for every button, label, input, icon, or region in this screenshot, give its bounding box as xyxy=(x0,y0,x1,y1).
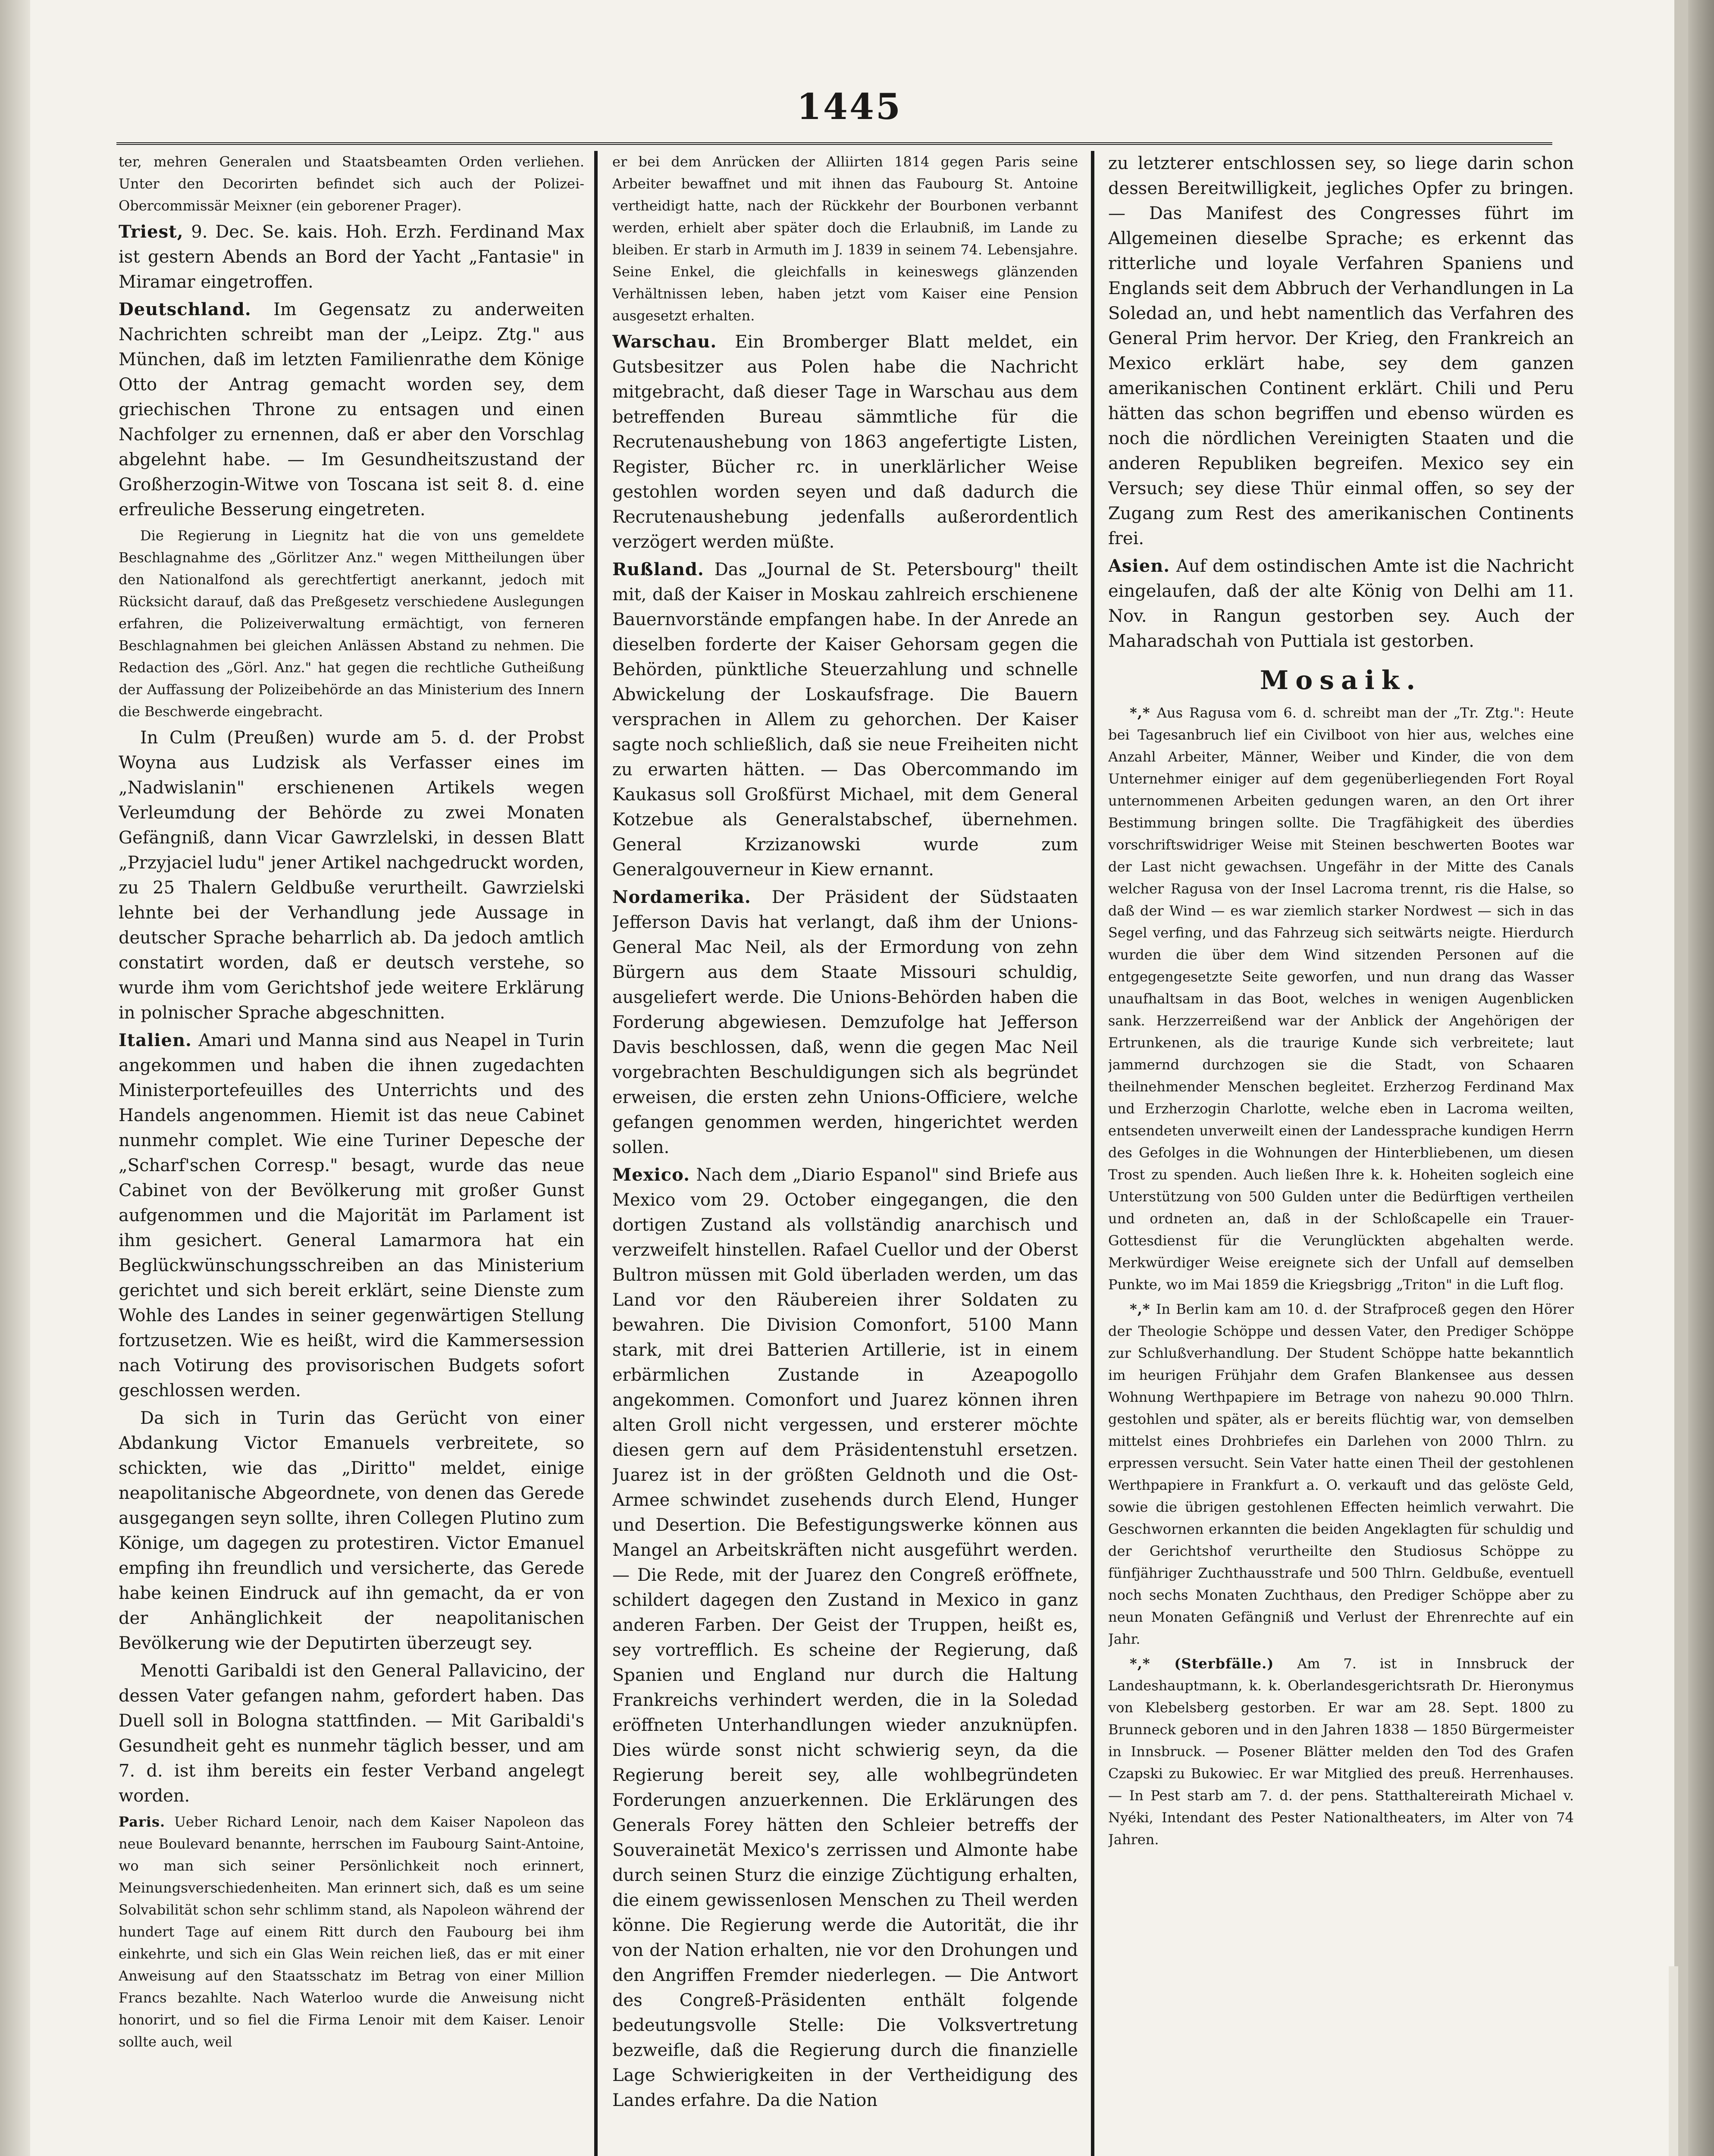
article-text: In Culm (Preußen) wurde am 5. d. der Probst Woyna aus Ludzisk als Verfasser eines im „Nadwislanin" erschienenen Artikels wegen Verleumdung der Behörde zu zwei Monaten Gefängniß, dann Vicar Gawrzlelski, in dessen Blatt „Przyjaciel ludu" jener Artikel nachgedruckt worden, zu 25 Thalern Geldbuße verurtheilt. Gawrzielski lehnte bei der Verhandlung jede Aussage in deutscher Sprache beharrlich ab. Da jedoch amtlich constatirt worden, daß er deutsch verstehe, so wurde ihm vom Gerichtshof jede weitere Erklärung in polnischer Sprache abgeschnitten. xyxy=(119,728,584,1023)
article-paragraph xyxy=(119,1658,584,1808)
article-text: Menotti Garibaldi ist den General Pallavicino, der dessen Vater gefangen nahm, gefordert haben. Das Duell soll in Bologna stattfinden. — Mit Garibaldi's Gesundheit geht es nunmehr täglich besser, und am 7. d. ist ihm bereits ein fester Verband angelegt worden. xyxy=(119,1661,584,1806)
article-text: Das „Journal de St. Petersbourg" theilt mit, daß der Kaiser in Moskau zahlreich erschienene Bauernvorstände empfangen habe. In der Anrede an dieselben forderte der Kaiser Gehorsam gegen die Behörden, pünktliche Steuerzahlung und schnelle Abwickelung der Loskaufsfrage. Die Bauern versprachen in Allem zu gehorchen. Der Kaiser sagte noch schließlich, daß sie neue Freiheiten nicht zu erwarten hätten. — Das Obercommando im Kaukasus soll Großfürst Michael, mit dem General Kotzebue als Generalstabschef, übernehmen. General Krzizanowski wurde zum Generalgouverneur in Kiew ernannt. xyxy=(612,560,1078,880)
article-paragraph xyxy=(1108,554,1574,654)
article-text: er bei dem Anrücken der Alliirten 1814 gegen Paris seine Arbeiter bewaffnet und mit ihnen das Faubourg St. Antoine vertheidigt hatte, nach der Rückkehr der Bourbonen verbannt werden, erhielt aber später doch die Erlaubniß, im Lande zu bleiben. Er starb in Armuth im J. 1839 in seinem 74. Lebensjahre. Seine Enkel, die gleichfalls in keineswegs glänzenden Verhältnissen leben, haben jetzt vom Kaiser eine Pension ausgesetzt erhalten. xyxy=(612,154,1078,324)
page-binding-shadow-left xyxy=(0,0,30,2156)
article-paragraph xyxy=(612,557,1078,882)
column-divider-2 xyxy=(1091,151,1094,2156)
article-text: ter, mehren Generalen und Staatsbeamten Orden verliehen. Unter den Decorirten befindet sich auch der Polizei-Obercommissär Meixner (ein geborener Prager). xyxy=(119,154,584,214)
column-3 xyxy=(1108,151,1574,2156)
article-heading: Nordamerika. xyxy=(612,887,751,907)
article-paragraph xyxy=(612,151,1078,327)
article-heading: *,* xyxy=(1130,1301,1150,1317)
article-paragraph xyxy=(1108,1653,1574,1851)
article-heading: Deutschland. xyxy=(119,299,251,320)
article-paragraph xyxy=(119,1406,584,1656)
article-text: Der Präsident der Südstaaten Jefferson Davis hat verlangt, daß ihm der Unions-General Mac Neil, als der Ermordung von zehn Bürgern aus dem Staate Missouri schuldig, ausgeliefert werde. Die Unions-Behörden haben die Forderung abgewiesen. Demzufolge hat Jefferson Davis beschlossen, daß, wenn die gegen Mac Neil vorgebrachten Beschuldigungen sich als begründet erweisen, die ersten zehn Unions-Officiere, welche gefangen genommen werden, hingerichtet werden sollen. xyxy=(612,887,1078,1157)
article-heading: Mexico. xyxy=(612,1165,690,1185)
article-paragraph xyxy=(1108,151,1574,551)
article-paragraph xyxy=(119,525,584,723)
article-text: In Berlin kam am 10. d. der Strafproceß gegen den Hörer der Theologie Schöppe und dessen Vater, den Prediger Schöppe zur Schlußverhandlung. Der Student Schöppe hatte bekanntlich im heurigen Frühjahr dem Grafen Blankensee aus dessen Wohnung Werthpapiere im Betrage von nahezu 90.000 Thlrn. gestohlen und später, als er bereits flüchtig war, von demselben mittelst eines Drohbriefes ein Darlehen von 2000 Thlrn. zu erpressen versucht. Sein Vater hatte einen Theil der gestohlenen Werthpapiere in Frankfurt a. O. verkauft und das gelöste Geld, sowie die übrigen gestohlenen Effecten heimlich verwahrt. Die Geschwornen erkannten die beiden Angeklagten für schuldig und der Gerichtshof verurtheilte den Studiosus Schöppe zu fünfjähriger Zuchthausstrafe und 500 Thlrn. Geldbuße, eventuell noch sechs Monaten Zuchthaus, den Prediger Schöppe aber zu neun Monaten Gefängniß und Verlust der Ehrenrechte auf ein Jahr. xyxy=(1108,1301,1574,1647)
article-text: Im Gegensatz zu anderweiten Nachrichten schreibt man der „Leipz. Ztg." aus München, daß im letzten Familienrathe dem Könige Otto der Antrag gemacht worden sey, dem griechischen Throne zu entsagen und einen Nachfolger zu ernennen, daß er aber den Vorschlag abgelehnt habe. — Im Gesundheitszustand der Großherzogin-Witwe von Toscana ist seit 8. d. eine erfreuliche Besserung eingetreten. xyxy=(119,300,584,520)
article-paragraph xyxy=(612,329,1078,555)
article-text: Am 7. ist in Innsbruck der Landeshauptmann, k. k. Oberlandesgerichtsrath Dr. Hieronymus von Klebelsberg gestorben. Er war am 28. Sept. 1800 zu Brunneck geboren und in den Jahren 1838 — 1850 Bürgermeister in Innsbruck. — Posener Blätter melden den Tod des Grafen Czapski zu Bukowiec. Er war Mitglied des preuß. Herrenhauses. — In Pest starb am 7. d. der pens. Statthaltereirath Michael v. Nyéki, Intendant des Pester Nationaltheaters, im Alter von 74 Jahren. xyxy=(1108,1655,1574,1848)
article-text: Nach dem „Diario Espanol" sind Briefe aus Mexico vom 29. October eingegangen, die den dortigen Zustand als vollständig anarchisch und verzweifelt hinstellen. Rafael Cuellor und der Oberst Bultron müssen mit Gold überladen werden, um das Land vor den Räubereien ihrer Soldaten zu bewahren. Die Division Comonfort, 5100 Mann stark, mit drei Batterien Artillerie, ist in einem erbärmlichen Zustande in Azeapogollo angekommen. Comonfort und Juarez können ihren alten Groll nicht vergessen, und ersterer möchte diesen gern auf dem Präsidentenstuhl ersetzen. Juarez ist in der größten Geldnoth und die Ost-Armee schwindet zusehends durch Elend, Hunger und Desertion. Die Befestigungswerke können aus Mangel an Arbeitskräften nicht ausgeführt werden. — Die Rede, mit der Juarez den Congreß eröffnete, schildert dagegen den Zustand in Mexico in ganz anderen Farben. Der Geist der Truppen, heißt es, sey vortrefflich. Es scheine der Regierung, daß Spanien und England nur durch die Haltung Frankreichs verhindert werden, die in la Soledad eröffneten Unterhandlungen wieder anzuknüpfen. Dies würde sonst nicht schwierig seyn, da die Regierung bereit sey, alle wohlbegründeten Forderungen anzuerkennen. Die Erklärungen des Generals Forey hätten den Schleier betreffs der Souverainetät Mexico's zerrissen und Almonte habe durch seinen Sturz die einzige Züchtigung erhalten, die einem gewissenlosen Menschen zu Theil werden könne. Die Regierung werde die Autorität, die ihr von der Nation erhalten, nie vor den Drohungen und den Angriffen Fremder niederlegen. — Die Antwort des Congreß-Präsidenten enthält folgende bedeutungsvolle Stelle: Die Volksvertretung bezweifle, daß die Regierung durch die finanzielle Lage Schwierigkeiten in der Vertheidigung des Landes erfahre. Da die Nation xyxy=(612,1165,1078,2110)
article-paragraph xyxy=(612,1163,1078,2113)
article-heading: Asien. xyxy=(1108,556,1170,576)
header-rule xyxy=(116,142,1552,145)
article-text: zu letzterer entschlossen sey, so liege darin schon dessen Bereitwilligkeit, jegliches Opfer zu bringen. — Das Manifest des Congresses führt im Allgemeinen dieselbe Sprache; es erkennt das ritterliche und loyale Verfahren Spaniens und Englands seit dem Abbruch der Verhandlungen in La Soledad an, und hebt namentlich das Verfahren des General Prim hervor. Der Krieg, den Frankreich an Mexico erklärt habe, sey dem ganzen amerikanischen Continent erklärt. Chili und Peru hätten das schon begriffen und ebenso würden es noch die nördlichen Vereinigten Staaten und die anderen Republiken begreifen. Mexico sey ein Versuch; sey diese Thür einmal offen, so sey der Zugang zum Rest des amerikanischen Continents frei. xyxy=(1108,154,1574,548)
article-paragraph xyxy=(119,297,584,522)
next-page-edge xyxy=(1674,0,1688,2156)
article-heading: *,* (Sterbfälle.) xyxy=(1130,1655,1274,1672)
article-paragraph xyxy=(1108,702,1574,1296)
page-number: 1445 xyxy=(796,86,902,128)
column-1 xyxy=(119,151,584,2156)
article-paragraph xyxy=(1108,1298,1574,1650)
article-text: Ueber Richard Lenoir, nach dem Kaiser Napoleon das neue Boulevard benannte, herrschen im Faubourg Saint-Antoine, wo man sich seiner Persönlichkeit noch erinnert, Meinungsverschiedenheiten. Man erinnert sich, daß es um seine Solvabilität schon sehr schlimm stand, als Napoleon während der hundert Tage auf einem Ritt durch den Faubourg bei ihm einkehrte, und sich ein Glas Wein reichen ließ, das er mit einer Anweisung auf den Staatsschatz im Betrag von einer Million Francs bezahlte. Nach Waterloo wurde die Anweisung nicht honorirt, und so fiel die Firma Lenoir mit dem Kaiser. Lenoir sollte auch, weil xyxy=(119,1814,584,2050)
article-heading: Triest, xyxy=(119,222,184,242)
article-paragraph xyxy=(612,885,1078,1160)
article-paragraph xyxy=(119,151,584,217)
article-heading: *,* xyxy=(1130,705,1150,721)
article-text: Die Regierung in Liegnitz hat die von uns gemeldete Beschlagnahme des „Görlitzer Anz." wegen Mittheilungen über den Nationalfond als gerechtfertigt anerkannt, jedoch mit Rücksicht darauf, daß das Preßgesetz verschiedene Auslegungen erfahren, die Polizeiverwaltung ermächtigt, von ferneren Beschlagnahmen bei gleichen Anlässen Abstand zu nehmen. Die Redaction des „Görl. Anz." hat gegen die rechtliche Gutheißung der Auffassung der Polizeibehörde an das Ministerium des Innern die Beschwerde eingebracht. xyxy=(119,527,584,720)
article-heading: Paris. xyxy=(119,1814,166,1830)
article-paragraph xyxy=(119,725,584,1025)
column-divider-1 xyxy=(594,151,598,2156)
article-heading: Italien. xyxy=(119,1030,192,1050)
article-text: Auf dem ostindischen Amte ist die Nachricht eingelaufen, daß der alte König von Delhi am 11. Nov. in Rangun gestorben sey. Auch der Maharadschah von Puttiala ist gestorben. xyxy=(1108,556,1574,651)
article-text: Amari und Manna sind aus Neapel in Turin angekommen und haben die ihnen zugedachten Ministerportefeuilles des Unterrichts und des Handels angenommen. Hiemit ist das neue Cabinet nunmehr complet. Wie eine Turiner Depesche der „Scharf'schen Corresp." besagt, wurde das neue Cabinet von der Bevölkerung mit großer Gunst aufgenommen und die Majorität im Parlament ist ihm gesichert. General Lamarmora hat ein Beglückwünschungsschreiben an das Ministerium gerichtet und sich bereit erklärt, seine Dienste zum Wohle des Landes in seiner gegenwärtigen Stellung fortzusetzen. Wie es heißt, wird die Kammersession nach Votirung des provisorischen Budgets sofort geschlossen werden. xyxy=(119,1031,584,1401)
article-heading: Rußland. xyxy=(612,559,704,580)
column-2 xyxy=(612,151,1078,2156)
article-paragraph xyxy=(119,1811,584,2053)
article-text: 9. Dec. Se. kais. Hoh. Erzh. Ferdinand Max ist gestern Abends an Bord der Yacht „Fantasie" in Miramar eingetroffen. xyxy=(119,222,584,292)
section-title: Mosaik. xyxy=(1260,665,1423,696)
article-text: Ein Bromberger Blatt meldet, ein Gutsbesitzer aus Polen habe die Nachricht mitgebracht, daß dieser Tage in Warschau aus dem betreffenden Bureau sämmtliche für die Recrutenaushebung von 1863 angefertigte Listen, Register, Bücher rc. in unerklärlicher Weise gestohlen worden seyen und daß dadurch die Recrutenaushebung jedenfalls außerordentlich verzögert werden müßte. xyxy=(612,332,1078,552)
article-text: Aus Ragusa vom 6. d. schreibt man der „Tr. Ztg.": Heute bei Tagesanbruch lief ein Civilboot von hier aus, welches eine Anzahl Arbeiter, Männer, Weiber und Kinder, die von dem Unternehmer einiger auf dem gegenüberliegenden Fort Royal unternommenen Arbeiten gedungen waren, an den Ort ihrer Bestimmung bringen sollte. Die Tragfähigkeit des überdies vorschriftswidriger Weise mit Steinen beschwerten Bootes war der Last nicht gewachsen. Ungefähr in der Mitte des Canals welcher Ragusa von der Insel Lacroma trennt, ris die Halse, so daß der Wind — es war ziemlich starker Nordwest — sich in das Segel verfing, und das Fahrzeug sich seitwärts neigte. Hierdurch wurden die über dem Wind sitzenden Personen auf die entgegengesetzte Seite geworfen, und nun drang das Wasser unaufhaltsam in das Boot, welches in wenigen Augenblicken sank. Herzzerreißend war der Anblick der Angehörigen der Ertrunkenen, als die traurige Kunde sich verbreitete; laut jammernd durchzogen sie die Stadt, von Schaaren theilnehmender Menschen begleitet. Erzherzog Ferdinand Max und Erzherzogin Charlotte, welche eben in Lacroma weilten, entsendeten unverweilt einen der Landessprache kundigen Herrn des Gefolges in die Wohnungen der Hinterbliebenen, um diesen Trost zu spenden. Auch ließen Ihre k. k. Hoheiten sogleich eine Unterstützung von 500 Gulden unter die Bedürftigen vertheilen und ordneten an, daß in der Schloßcapelle ein Trauer-Gottesdienst für die Verunglückten abgehalten werde. Merkwürdiger Weise ereignete sich der Unfall auf demselben Punkte, wo im Mai 1859 die Kriegsbrigg „Triton" in die Luft flog. xyxy=(1108,705,1574,1293)
article-text: Da sich in Turin das Gerücht von einer Abdankung Victor Emanuels verbreitete, so schickten, wie das „Diritto" meldet, einige neapolitanische Abgeordnete, von denen das Gerede ausgegangen seyn sollte, ihren Collegen Plutino zum Könige, um dagegen zu protestiren. Victor Emanuel empfing ihn freundlich und versicherte, das Gerede habe keinen Eindruck auf ihn gemacht, da er von der Anhänglichkeit der neapolitanischen Bevölkerung wie der Deputirten überzeugt sey. xyxy=(119,1408,584,1653)
article-paragraph xyxy=(119,219,584,295)
article-heading: Warschau. xyxy=(612,332,717,352)
article-paragraph xyxy=(119,1028,584,1403)
binding-trace xyxy=(1669,1966,1678,2156)
